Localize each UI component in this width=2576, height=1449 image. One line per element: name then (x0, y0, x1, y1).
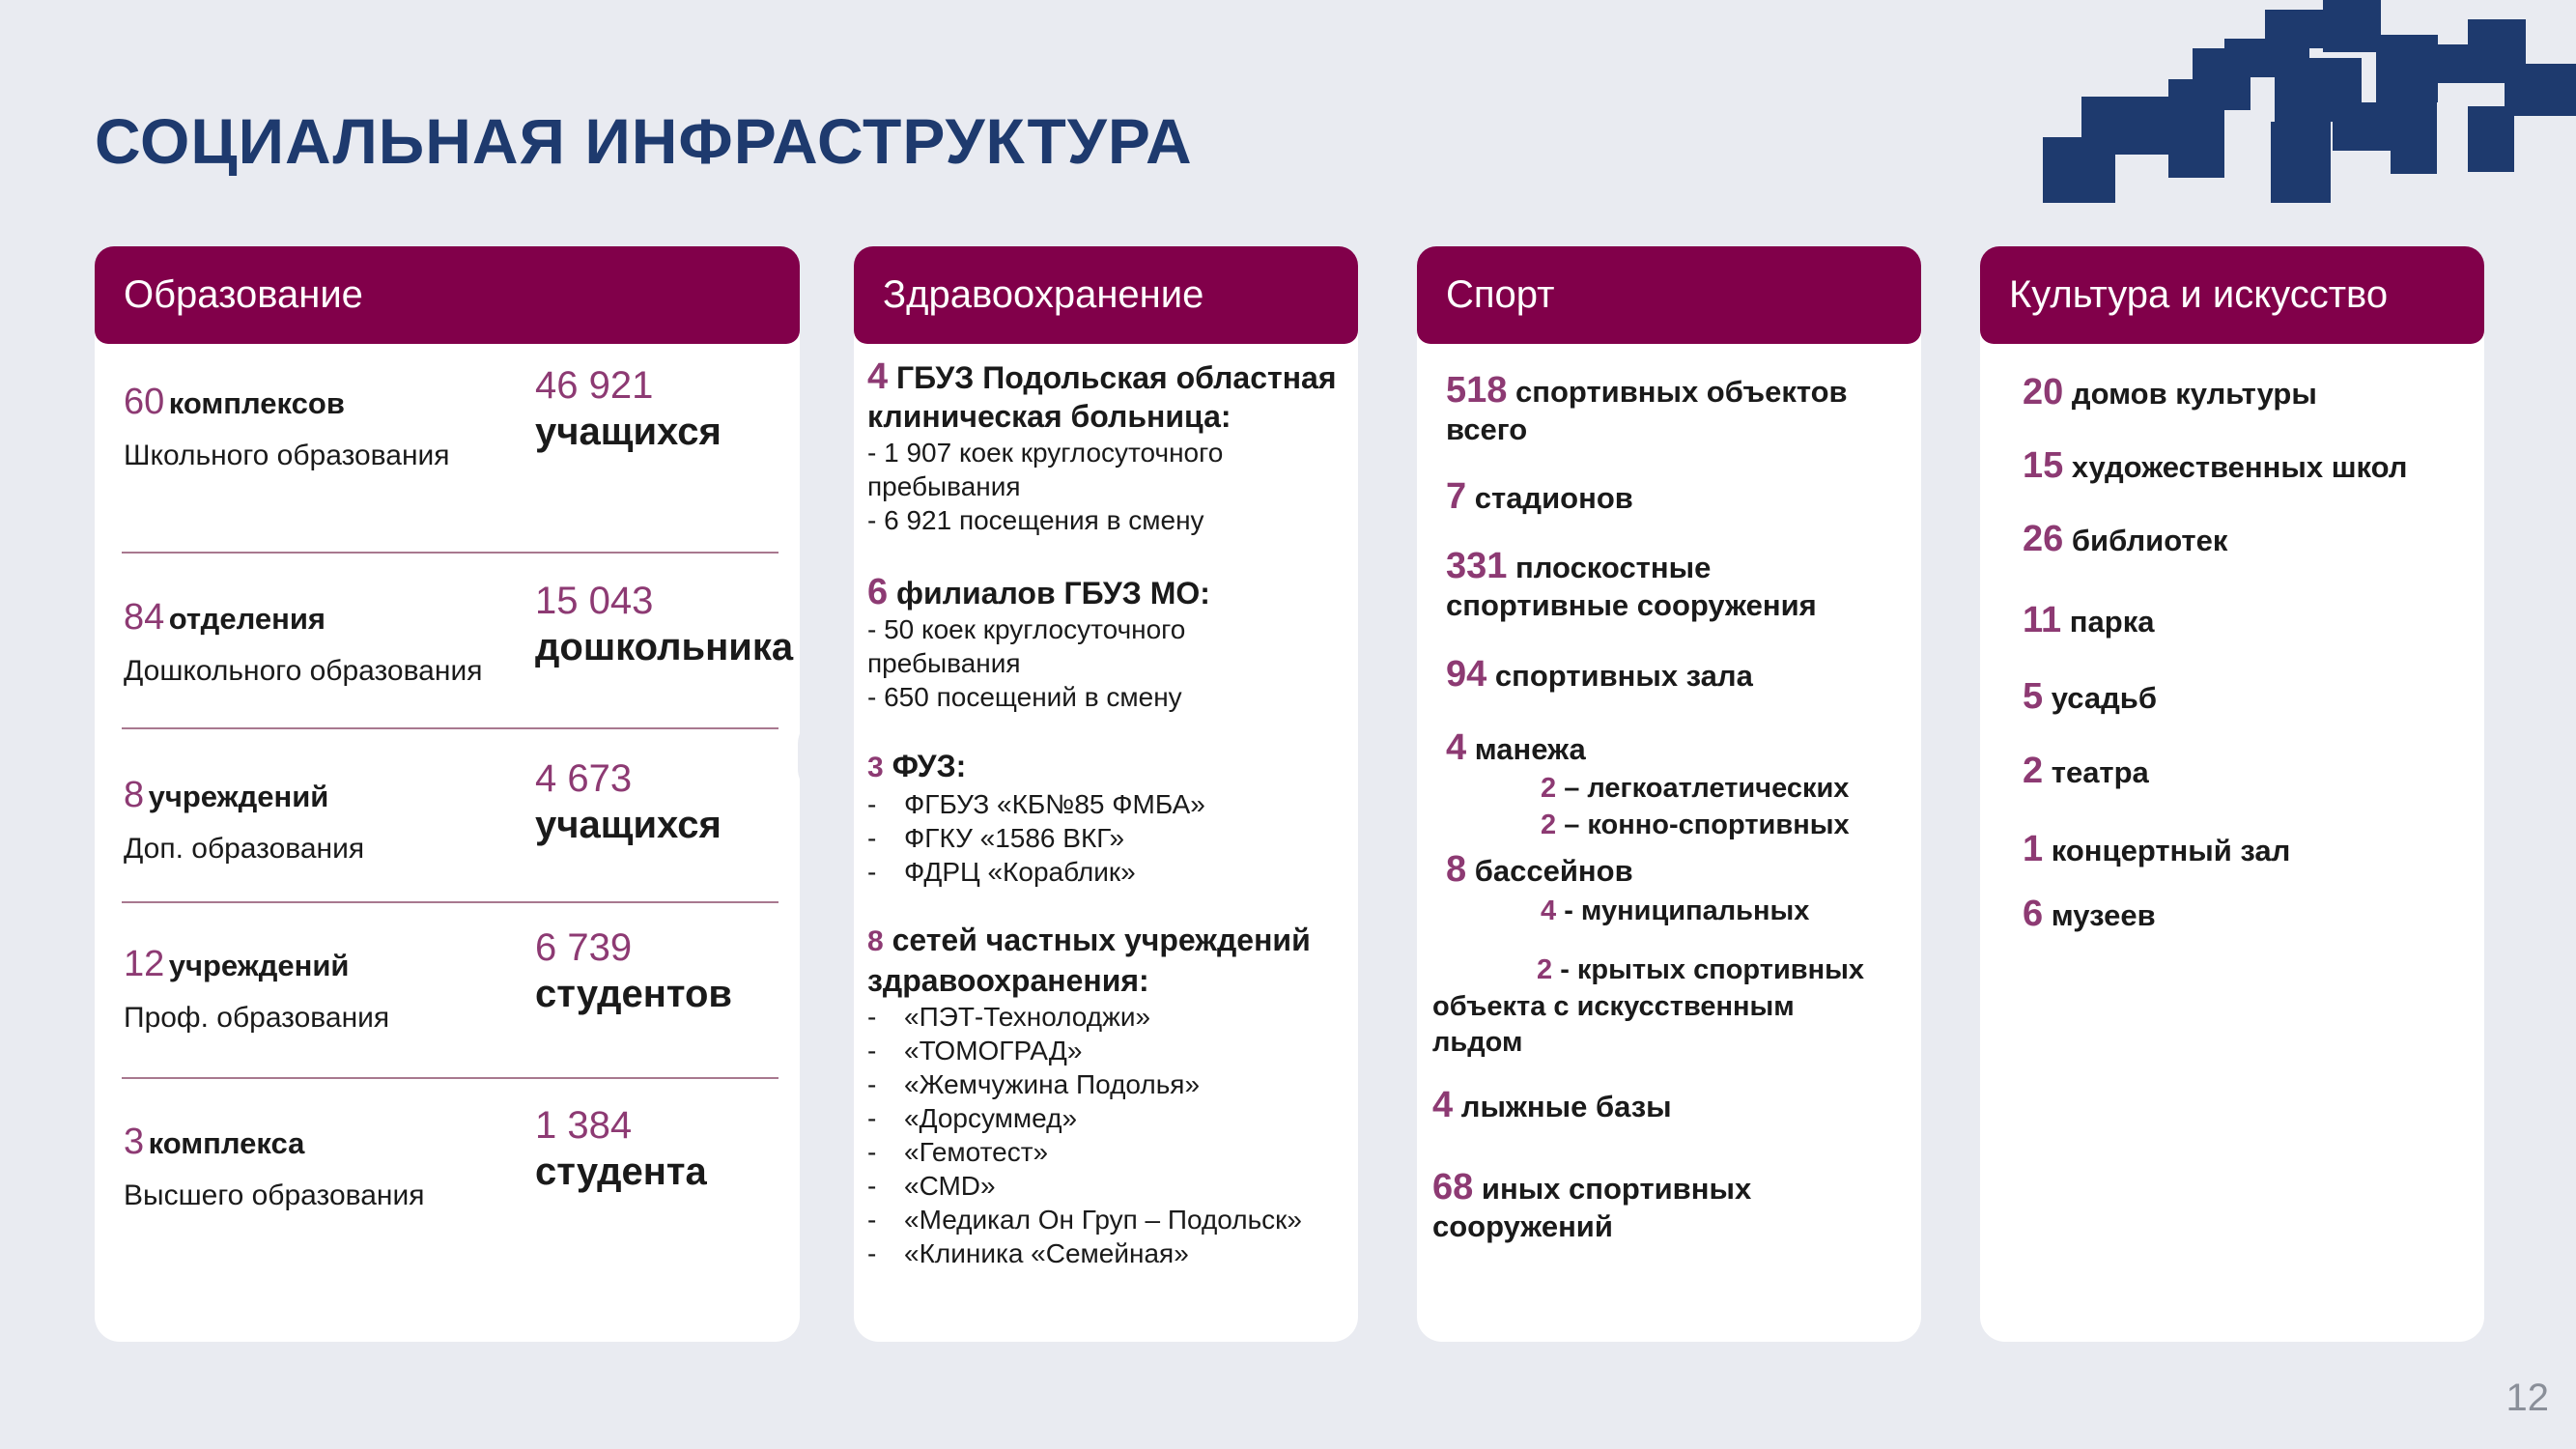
higher-students-count: 1 384 (535, 1104, 633, 1147)
branches-count: 6 (867, 572, 889, 612)
card-notch (798, 717, 852, 796)
health-section-fuz (867, 747, 1350, 889)
pools-municipal-count: 4 (1541, 895, 1557, 926)
list-item: - «Жемчужина Подолья» (867, 1067, 1350, 1101)
stadiums-count: 7 (1446, 476, 1467, 517)
hospital-line-3: - 6 921 посещения в смену (867, 505, 1204, 535)
higher-label: комплекса (148, 1126, 305, 1160)
higher-sub: Высшего образования (124, 1179, 425, 1211)
education-card (95, 246, 800, 1342)
higher-students-label: студента (535, 1151, 707, 1193)
hospital-title-1: ГБУЗ Подольская областная (896, 360, 1337, 395)
arenas-label: манежа (1474, 732, 1586, 766)
additional-students-count: 4 673 (535, 757, 633, 800)
sport-item-arenas (1446, 729, 1586, 768)
ice-label-2: объекта с искусственным (1432, 991, 1795, 1022)
additional-students-label: учащихся (535, 804, 722, 846)
culture-item (2023, 445, 2408, 487)
flat-label-1: плоскостные (1515, 551, 1712, 584)
fuz-title: ФУЗ: (892, 749, 967, 783)
ice-label-1: - крытых спортивных (1560, 954, 1865, 985)
private-title-1: сетей частных учреждений (892, 923, 1311, 957)
list-item: - «ТОМОГРАД» (867, 1034, 1350, 1067)
divider (122, 1077, 778, 1079)
culture-count: 5 (2023, 676, 2044, 717)
pools-count: 8 (1446, 849, 1467, 890)
card-notch (1360, 717, 1414, 796)
sport-item-stadiums (1446, 478, 1633, 517)
branches-line-3: - 650 посещений в смену (867, 682, 1182, 712)
arenas-equestrian-count: 2 (1541, 810, 1557, 840)
culture-count: 20 (2023, 372, 2064, 412)
other-label-1: иных спортивных (1481, 1172, 1752, 1206)
higher-count: 3 (124, 1122, 145, 1162)
culture-label: музеев (2051, 898, 2156, 932)
culture-item (2023, 751, 2149, 792)
sport-item-other (1432, 1169, 1751, 1245)
ice-label-3: льдом (1432, 1027, 1523, 1058)
culture-item (2023, 676, 2157, 718)
culture-count: 2 (2023, 751, 2044, 791)
page-number: 12 (2505, 1377, 2549, 1419)
preschool-children-label: дошкольника (535, 626, 794, 668)
culture-item (2023, 519, 2227, 560)
brand-logo-icon (2043, 0, 2576, 203)
sport-item-arenas-sub (1541, 770, 1850, 843)
page-title: СОЦИАЛЬНАЯ ИНФРАСТРУКТУРА (95, 105, 1193, 177)
culture-item (2023, 829, 2290, 870)
branches-line-1: - 50 коек круглосуточного (867, 614, 1186, 644)
culture-label: библиотек (2071, 524, 2228, 557)
list-item: - «Гемотест» (867, 1135, 1350, 1169)
ski-label: лыжные базы (1460, 1090, 1672, 1123)
hospital-line-1: - 1 907 коек круглосуточного (867, 438, 1224, 468)
ski-count: 4 (1432, 1085, 1454, 1125)
culture-label: театра (2051, 755, 2149, 789)
fuz-count: 3 (867, 752, 884, 783)
health-header: Здравоохранение (854, 246, 1358, 344)
arenas-athletic-label: – легкоатлетических (1564, 773, 1850, 804)
hospital-title-2: клиническая больница: (867, 399, 1231, 434)
health-section-private (867, 921, 1350, 1270)
sport-objects-count: 518 (1446, 370, 1508, 411)
sport-item-ski (1432, 1087, 1672, 1125)
divider (122, 552, 778, 554)
culture-item (2023, 372, 2317, 413)
culture-count: 11 (2023, 600, 2062, 640)
ice-count: 2 (1537, 954, 1553, 985)
flat-count: 331 (1446, 546, 1508, 586)
culture-item (2023, 894, 2156, 935)
private-count: 8 (867, 925, 884, 957)
health-section-branches (867, 573, 1350, 714)
hospital-count: 4 (867, 356, 889, 397)
education-header: Образование (95, 246, 800, 344)
culture-card (1980, 246, 2484, 1342)
culture-label: концертный зал (2051, 834, 2291, 867)
additional-label: учреждений (148, 780, 329, 813)
culture-label: художественных школ (2071, 450, 2408, 484)
list-item: - «СМD» (867, 1169, 1350, 1203)
card-notch (1924, 717, 1978, 796)
culture-label: домов культуры (2071, 377, 2317, 411)
culture-label: усадьб (2051, 681, 2157, 715)
other-label-2: сооружений (1432, 1209, 1613, 1243)
schools-students-count: 46 921 (535, 364, 654, 407)
health-card (854, 246, 1358, 1342)
halls-count: 94 (1446, 654, 1487, 695)
schools-students-label: учащихся (535, 411, 722, 453)
private-title-2: здравоохранения: (867, 963, 1149, 998)
list-item: - ФГБУЗ «КБ№85 ФМБА» (867, 787, 1350, 821)
additional-count: 8 (124, 775, 145, 815)
pools-municipal-label: - муниципальных (1564, 895, 1810, 926)
list-item: - ФДРЦ «Кораблик» (867, 855, 1350, 889)
schools-count: 60 (124, 382, 165, 422)
preschool-label: отделения (168, 602, 326, 636)
vocational-label: учреждений (168, 949, 350, 982)
divider (122, 727, 778, 729)
culture-count: 6 (2023, 894, 2044, 934)
list-item: - «Медикал Он Груп – Подольск» (867, 1203, 1350, 1236)
branches-title: филиалов ГБУЗ МО: (896, 576, 1210, 611)
vocational-students-count: 6 739 (535, 926, 633, 969)
sport-header: Спорт (1417, 246, 1921, 344)
sport-item-objects (1446, 372, 1848, 448)
vocational-students-label: студентов (535, 973, 732, 1015)
pools-label: бассейнов (1474, 854, 1633, 888)
list-item: - «Клиника «Семейная» (867, 1236, 1350, 1270)
sport-item-pools-sub (1541, 893, 1809, 930)
preschool-sub: Дошкольного образования (124, 655, 483, 687)
sport-objects-label-1: спортивных объектов (1515, 375, 1848, 409)
other-count: 68 (1432, 1167, 1474, 1208)
culture-count: 26 (2023, 519, 2064, 559)
arenas-athletic-count: 2 (1541, 773, 1557, 804)
schools-label: комплексов (168, 386, 345, 420)
sport-item-pools (1446, 851, 1633, 890)
culture-count: 1 (2023, 829, 2044, 869)
stadiums-label: стадионов (1474, 481, 1633, 515)
additional-sub: Доп. образования (124, 833, 365, 865)
sport-item-ice-cont (1432, 989, 1795, 1061)
arenas-equestrian-label: – конно-спортивных (1564, 810, 1850, 840)
list-item: - «ПЭТ-Технолоджи» (867, 1000, 1350, 1034)
hospital-line-2: пребывания (867, 471, 1021, 501)
health-section-hospital (867, 357, 1370, 537)
branches-line-2: пребывания (867, 648, 1021, 678)
culture-item (2023, 600, 2154, 641)
sport-item-halls (1446, 656, 1753, 695)
sport-item-ice (1537, 952, 1864, 989)
sport-objects-label-2: всего (1446, 412, 1528, 446)
arenas-count: 4 (1446, 727, 1467, 768)
schools-sub: Школьного образования (124, 440, 450, 471)
culture-label: парка (2069, 605, 2155, 639)
culture-header: Культура и искусство (1980, 246, 2484, 344)
vocational-sub: Проф. образования (124, 1002, 390, 1034)
divider (122, 901, 778, 903)
halls-label: спортивных зала (1494, 659, 1753, 693)
culture-count: 15 (2023, 445, 2064, 486)
sport-item-flat (1446, 548, 1817, 624)
preschool-count: 84 (124, 597, 165, 638)
list-item: - «Дорсуммед» (867, 1101, 1350, 1135)
flat-label-2: спортивные сооружения (1446, 588, 1817, 622)
sport-card (1417, 246, 1921, 1342)
vocational-count: 12 (124, 944, 165, 984)
list-item: - ФГКУ «1586 ВКГ» (867, 821, 1350, 855)
preschool-children-count: 15 043 (535, 580, 654, 622)
